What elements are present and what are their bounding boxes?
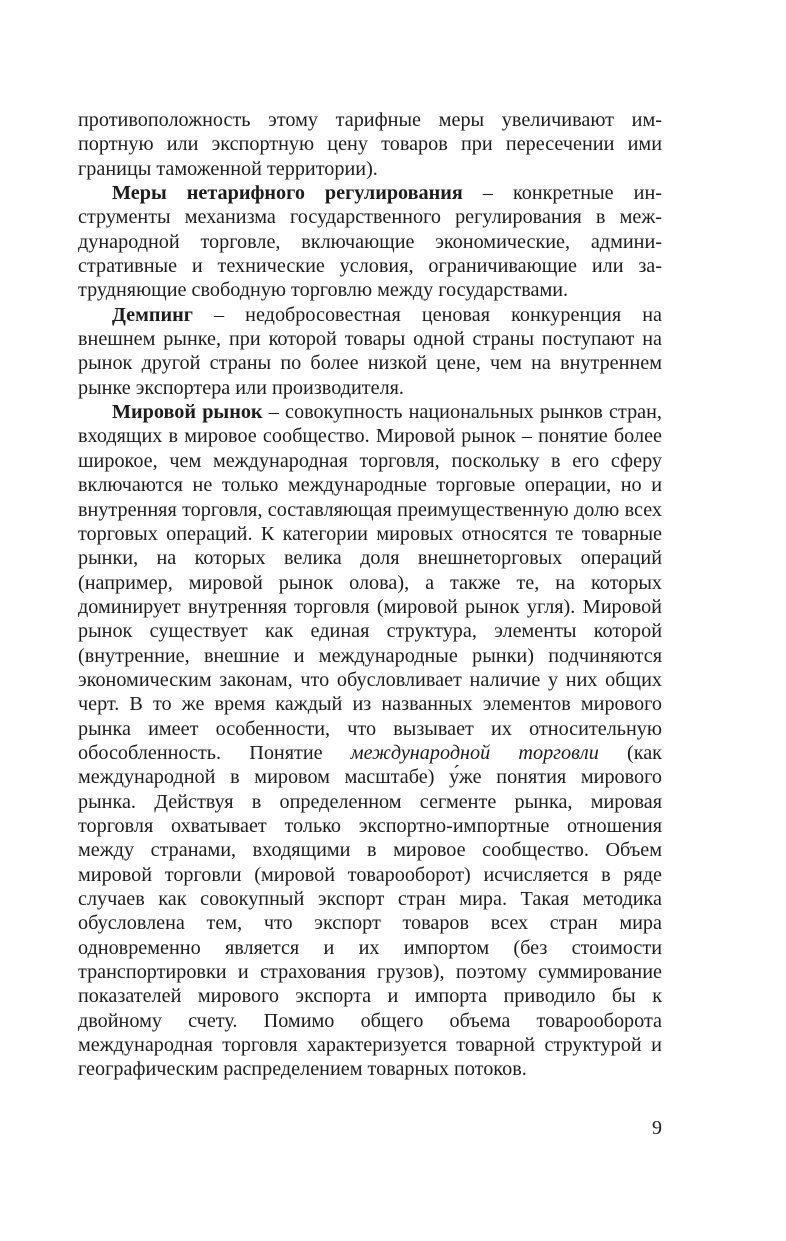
italic-international-trade: международной торговли	[350, 741, 599, 764]
term-world-market: Мировой рынок	[112, 401, 263, 424]
paragraph-dumping	[78, 303, 662, 400]
definition-world-market-part-1: – совокупность национальных рынков стран, входящих в мировое сообщество. Мировой рынок – понятие более широкое, чем международная торговля, поскольку в его сферу включаются не только международные торговые операции, но и внутренняя торговля, составляющая преимущественную долю всех торговых операций. К категории мировых относятся те товарные рынки, на которых велика доля внешнеторговых операций (например, мировой рынок олова), а также те, на которых доминирует внутренняя торговля (мировой рынок угля). Мировой рынок существует как единая структура, элементы которой (внутренние, внешние и международные рынки) подчиняются экономическим законам, что обусловливает наличие у них общих черт. В то же время каждый из названных элементов мирового рынка имеет особенности, что вызывает их относительную обособленность. Понятие	[78, 401, 662, 764]
page-number: 9	[652, 1117, 662, 1139]
term-nontariff-measures: Меры нетарифного регулирования	[112, 182, 463, 205]
definition-nontariff-measures: – конкретные инструменты механизма государственного регулирования в международной торговле, включающие экономические, административные и технические условия, ограничивающие или затрудняющие свободную торговлю между государствами.	[78, 182, 662, 302]
term-dumping: Демпинг	[112, 303, 193, 326]
definition-world-market-part-2: (как международной в мировом масштабе) у́же понятия мирового рынка. Действуя в определенном сегменте рынка, мировая торговля охватывает только экспортно-импортные отношения между странами, входящими в мировое сообщество. Объем мировой торговли (мировой товарооборот) исчисляется в ряде случаев как совокупный экспорт стран мира. Такая методика обусловлена тем, что экспорт товаров всех стран мира одновременно является и их импортом (без стоимости транспортировки и страхования грузов), поэтому суммирование показателей мирового экспорта и импорта приводило бы к двойному счету. Помимо общего объема товарооборота международная торговля характеризуется товарной структурой и географическим распределением товарных потоков.	[78, 741, 662, 1081]
page-body	[78, 108, 662, 1082]
paragraph-continuation	[78, 108, 662, 181]
definition-dumping: – недобросовестная ценовая конкуренция на внешнем рынке, при которой товары одной страны поступают на рынок другой страны по более низкой цене, чем на внутреннем рынке экспортера или производителя.	[78, 303, 662, 399]
paragraph-nontariff-measures	[78, 181, 662, 303]
paragraph-world-market	[78, 400, 662, 1082]
paragraph-1-text: противоположность этому тарифные меры увеличивают импортную или экспортную цену товаров при пересечении ими границы таможенной территории).	[78, 109, 662, 180]
